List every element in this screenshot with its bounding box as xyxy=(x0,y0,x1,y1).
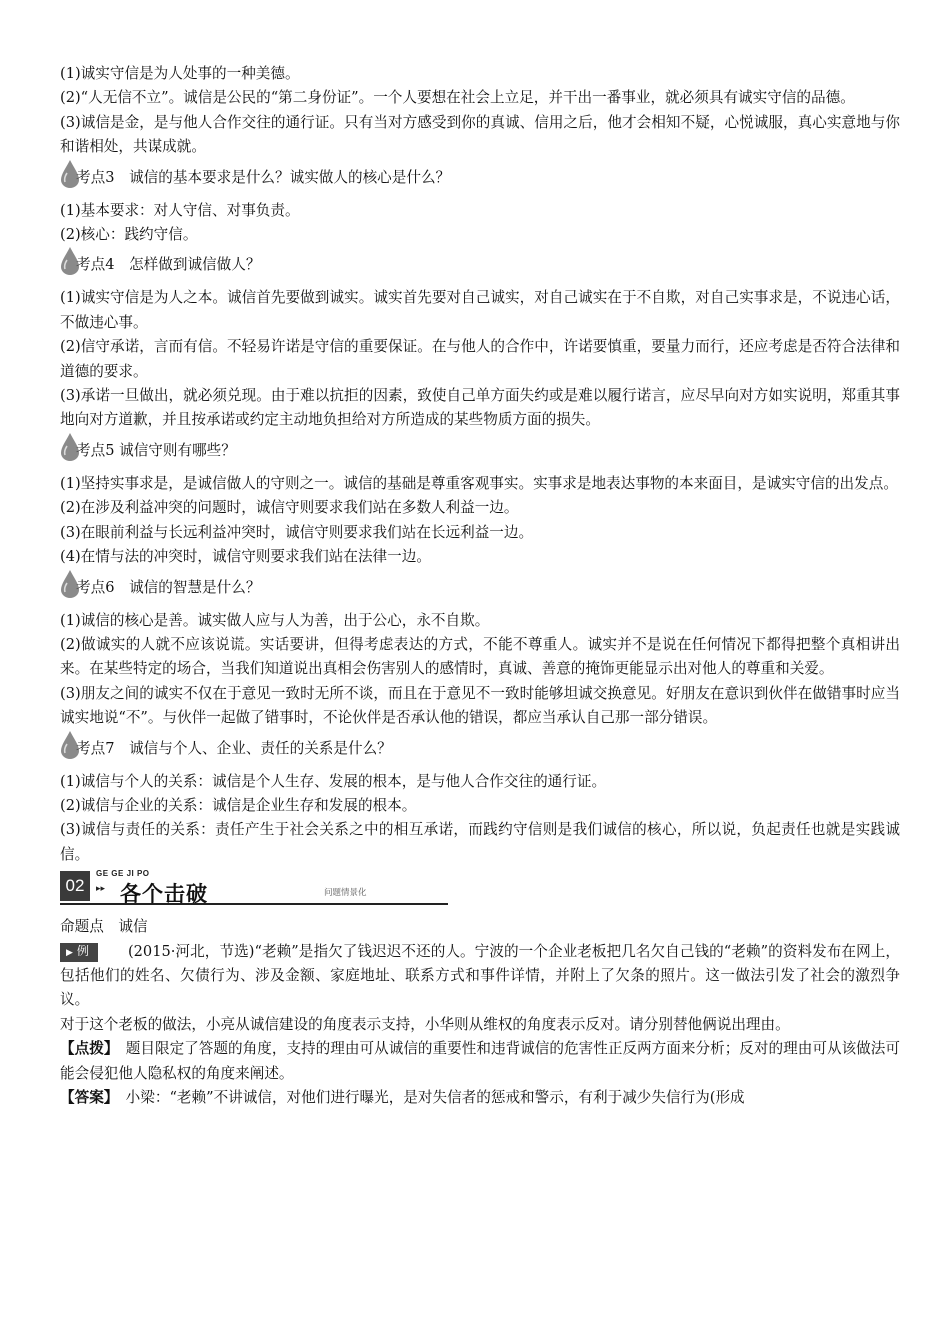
example-question: 对于这个老板的做法，小亮从诚信建设的角度表示支持，小华则从维权的角度表示反对。请分别替他俩说出理由。 xyxy=(60,1015,790,1033)
example-text: (2015·河北，节选)“老赖”是指欠了钱迟迟不还的人。宁波的一个企业老板把几名欠自己钱的“老赖”的资料发布在网上，包括他们的姓名、欠债行为、涉及金额、家庭地址、联系方式和事件详情，并附上了欠条的照片。这一做法引发了社会的激烈争议。 xyxy=(60,942,900,1009)
double-arrow-icon: ▸▸ xyxy=(96,884,106,895)
hint-text: 题目限定了答题的角度，支持的理由可从诚信的重要性和违背诚信的危害性正反两方面来分析；反对的理由可从该做法可能会侵犯他人隐私权的角度来阐述。 xyxy=(60,1040,900,1082)
hint-tag: 【点拨】 xyxy=(60,1040,112,1058)
paragraph: (3)诚信与责任的关系：责任产生于社会关系之中的相互承诺，而践约守信则是我们诚信的核心，所以说，负起责任也就是实践诚信。 xyxy=(60,821,900,863)
paragraph: (1)基本要求：对人守信、对事负责。 xyxy=(60,201,300,219)
section-heading xyxy=(60,734,900,764)
section-heading xyxy=(60,436,900,466)
document-page xyxy=(60,62,900,1110)
example-paragraph xyxy=(60,940,900,1013)
banner-title: 各个击破 xyxy=(120,882,208,907)
section-heading-text: 考点7 诚信与个人、企业、责任的关系是什么？ xyxy=(76,739,392,757)
section-heading-text: 考点5 诚信守则有哪些？ xyxy=(76,441,236,459)
paragraph: (3)朋友之间的诚实不仅在于意见一致时无所不谈，而且在于意见不一致时能够坦诚交换意见。好朋友在意识到伙伴在做错事时应当诚实地说“不”。与伙伴一起做了错事时，不论伙伴是否承认他的错误，都应当承认自己那一部分错误。 xyxy=(60,684,900,727)
paragraph: (2)“人无信不立”。诚信是公民的“第二身份证”。一个人要想在社会上立足，并干出一番事业，就必须具有诚实守信的品德。 xyxy=(60,89,855,107)
section-heading xyxy=(60,163,900,193)
section-heading-text: 考点4 怎样做到诚信做人？ xyxy=(76,256,261,274)
paragraph: (2)核心：践约守信。 xyxy=(60,226,198,244)
banner-pinyin: GE GE JI PO xyxy=(96,869,150,879)
example-badge-label: 例 xyxy=(76,943,89,958)
paragraph: (1)诚实守信是为人处事的一种美德。 xyxy=(60,65,300,82)
answer-text: 小梁：“老赖”不讲诚信，对他们进行曝光，是对失信者的惩戒和警示，有利于减少失信行为(形成 xyxy=(111,1089,745,1106)
paragraph: (2)在涉及利益冲突的问题时，诚信守则要求我们站在多数人利益一边。 xyxy=(60,499,519,517)
paragraph: (3)在眼前利益与长远利益冲突时，诚信守则要求我们站在长远利益一边。 xyxy=(60,523,534,541)
paragraph: (1)诚信的核心是善。诚实做人应与人为善，出于公心，永不自欺。 xyxy=(60,611,490,629)
section-heading-text: 考点6 诚信的智慧是什么？ xyxy=(76,578,261,596)
answer-paragraph xyxy=(60,1086,900,1110)
paragraph: (2)信守承诺，言而有信。不轻易许诺是守信的重要保证。在与他人的合作中，许诺要慎重，要量力而行，还应考虑是否符合法律和道德的要求。 xyxy=(60,338,900,380)
section-heading-text: 考点3 诚信的基本要求是什么？诚实做人的核心是什么？ xyxy=(76,168,451,186)
answer-tag: 【答案】 xyxy=(60,1089,112,1106)
example-badge xyxy=(60,943,98,962)
proposition-label: 命题点 诚信 xyxy=(60,918,148,936)
paragraph: (4)在情与法的冲突时，诚信守则要求我们站在法律一边。 xyxy=(60,548,431,566)
paragraph: (1)诚实守信是为人之本。诚信首先要做到诚实。诚实首先要对自己诚实，对自己诚实在于不自欺，对自己实事求是，不说违心话，不做违心事。 xyxy=(60,289,900,331)
paragraph: (2)做诚实的人就不应该说谎。实话要讲，但得考虑表达的方式，不能不尊重人。诚实并不是说在任何情况下都得把整个真相讲出来。在某些特定的场合，当我们知道说出真相会伤害别人的感情时，真诚、善意的掩饰更能显示出对他人的尊重和关爱。 xyxy=(60,635,900,678)
paragraph: (1)坚持实事求是，是诚信做人的守则之一。诚信的基础是尊重客观事实。实事求是地表达事物的本来面目，是诚实守信的出发点。 xyxy=(60,474,898,492)
paragraph: (1)诚信与个人的关系：诚信是个人生存、发展的根本，是与他人合作交往的通行证。 xyxy=(60,772,607,790)
paragraph: (3)诚信是金，是与他人合作交往的通行证。只有当对方感受到你的真诚、信用之后，他才会相知不疑，心悦诚服，真心实意地与你和谐相处，共谋成就。 xyxy=(60,113,900,156)
play-triangle-icon: ▶ xyxy=(66,947,73,958)
section-heading xyxy=(60,250,900,280)
banner-subtitle: 问题情景化 xyxy=(324,888,367,899)
paragraph: (2)诚信与企业的关系：诚信是企业生存和发展的根本。 xyxy=(60,796,417,814)
banner-number: 02 xyxy=(60,871,90,901)
paragraph: (3)承诺一旦做出，就必须兑现。由于难以抗拒的因素，致使自己单方面失约或是难以履行诺言，应尽早向对方如实说明，郑重其事地向对方道歉，并且按承诺或约定主动地负担给对方所造成的某些物质方面的损失。 xyxy=(60,387,900,429)
hint-paragraph xyxy=(60,1037,900,1086)
section-heading xyxy=(60,573,900,603)
section-banner xyxy=(60,869,448,905)
